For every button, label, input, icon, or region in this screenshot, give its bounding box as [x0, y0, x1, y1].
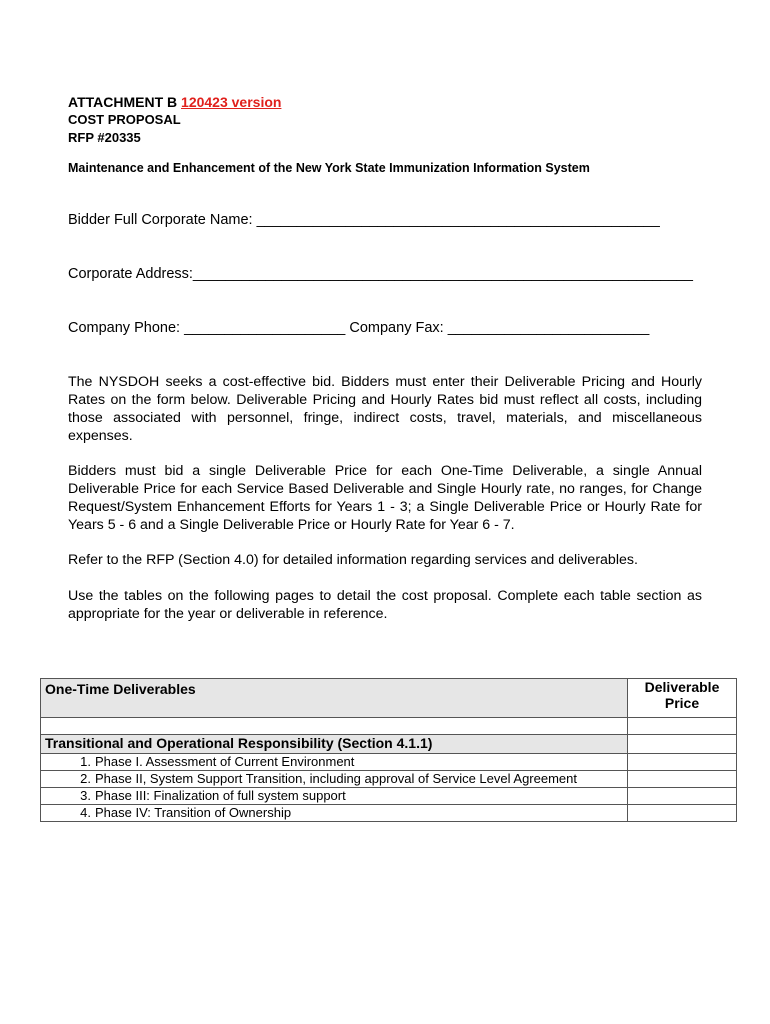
- document-title: Maintenance and Enhancement of the New York State Immunization Information System: [68, 161, 590, 175]
- deliverable-price-header: Deliverable Price: [628, 679, 737, 718]
- corporate-address-field[interactable]: Corporate Address:______________________________________________________________: [68, 266, 693, 282]
- phase-item: [41, 805, 628, 822]
- deliverables-table: [40, 678, 737, 822]
- table-row: [41, 788, 737, 805]
- intro-paragraph: The NYSDOH seeks a cost-effective bid. Bidders must enter their Deliverable Pricing and Hourly Rates on the form below. Deliverable Pricing and Hourly Rates bid must reflect all costs, including those associated with personnel, fringe, indirect costs, travel, materials, and miscellaneous expenses.: [68, 374, 702, 444]
- table-header-row: [41, 679, 737, 718]
- price-cell[interactable]: [628, 754, 737, 771]
- phase-text: Phase II, System Support Transition, including approval of Service Level Agreement: [95, 771, 577, 786]
- table-row: [41, 805, 737, 822]
- phase-number: 2.: [80, 771, 91, 786]
- one-time-deliverables-header: One-Time Deliverables: [41, 679, 628, 718]
- rfp-reference-paragraph: Refer to the RFP (Section 4.0) for detailed information regarding services and deliverables.: [68, 552, 638, 568]
- phase-text: Phase I. Assessment of Current Environment: [95, 754, 355, 769]
- pricing-rules-paragraph: Bidders must bid a single Deliverable Price for each One-Time Deliverable, a single Annual Deliverable Price for each Service Based Deliverable and Single Hourly rate, no ranges, for Change Request/System Enhancement Efforts for Years 1 - 3; a Single Deliverable Price or Hourly Rate for Years 5 - 6 and a Single Deliverable Price or Hourly Rate for Year 6 - 7.: [68, 463, 702, 533]
- phase-item: [41, 771, 628, 788]
- phase-text: Phase III: Finalization of full system support: [95, 788, 346, 803]
- price-cell[interactable]: [628, 718, 737, 735]
- phone-fax-field[interactable]: Company Phone: ____________________ Company Fax: _________________________: [68, 320, 650, 336]
- price-cell[interactable]: [628, 735, 737, 754]
- phase-number: 1.: [80, 754, 91, 769]
- section-title: Transitional and Operational Responsibility (Section 4.1.1): [41, 735, 628, 754]
- blank-cell: [41, 718, 628, 735]
- rfp-number: RFP #20335: [68, 130, 141, 145]
- table-row: [41, 771, 737, 788]
- phase-number: 3.: [80, 788, 91, 803]
- phase-item: [41, 754, 628, 771]
- table-instructions-paragraph: Use the tables on the following pages to detail the cost proposal. Complete each table section as appropriate for the year or deliverable in reference.: [68, 588, 702, 622]
- cost-proposal-heading: COST PROPOSAL: [68, 112, 181, 127]
- price-cell[interactable]: [628, 771, 737, 788]
- bidder-name-field[interactable]: Bidder Full Corporate Name: __________________________________________________: [68, 212, 660, 228]
- table-row: [41, 754, 737, 771]
- table-row: [41, 718, 737, 735]
- phase-text: Phase IV: Transition of Ownership: [95, 805, 292, 820]
- phase-item: [41, 788, 628, 805]
- phase-number: 4.: [80, 805, 91, 820]
- attachment-label: ATTACHMENT B: [68, 94, 178, 110]
- section-row: [41, 735, 737, 754]
- attachment-heading: [68, 94, 281, 110]
- price-cell[interactable]: [628, 788, 737, 805]
- version-label: 120423 version: [181, 94, 282, 110]
- price-cell[interactable]: [628, 805, 737, 822]
